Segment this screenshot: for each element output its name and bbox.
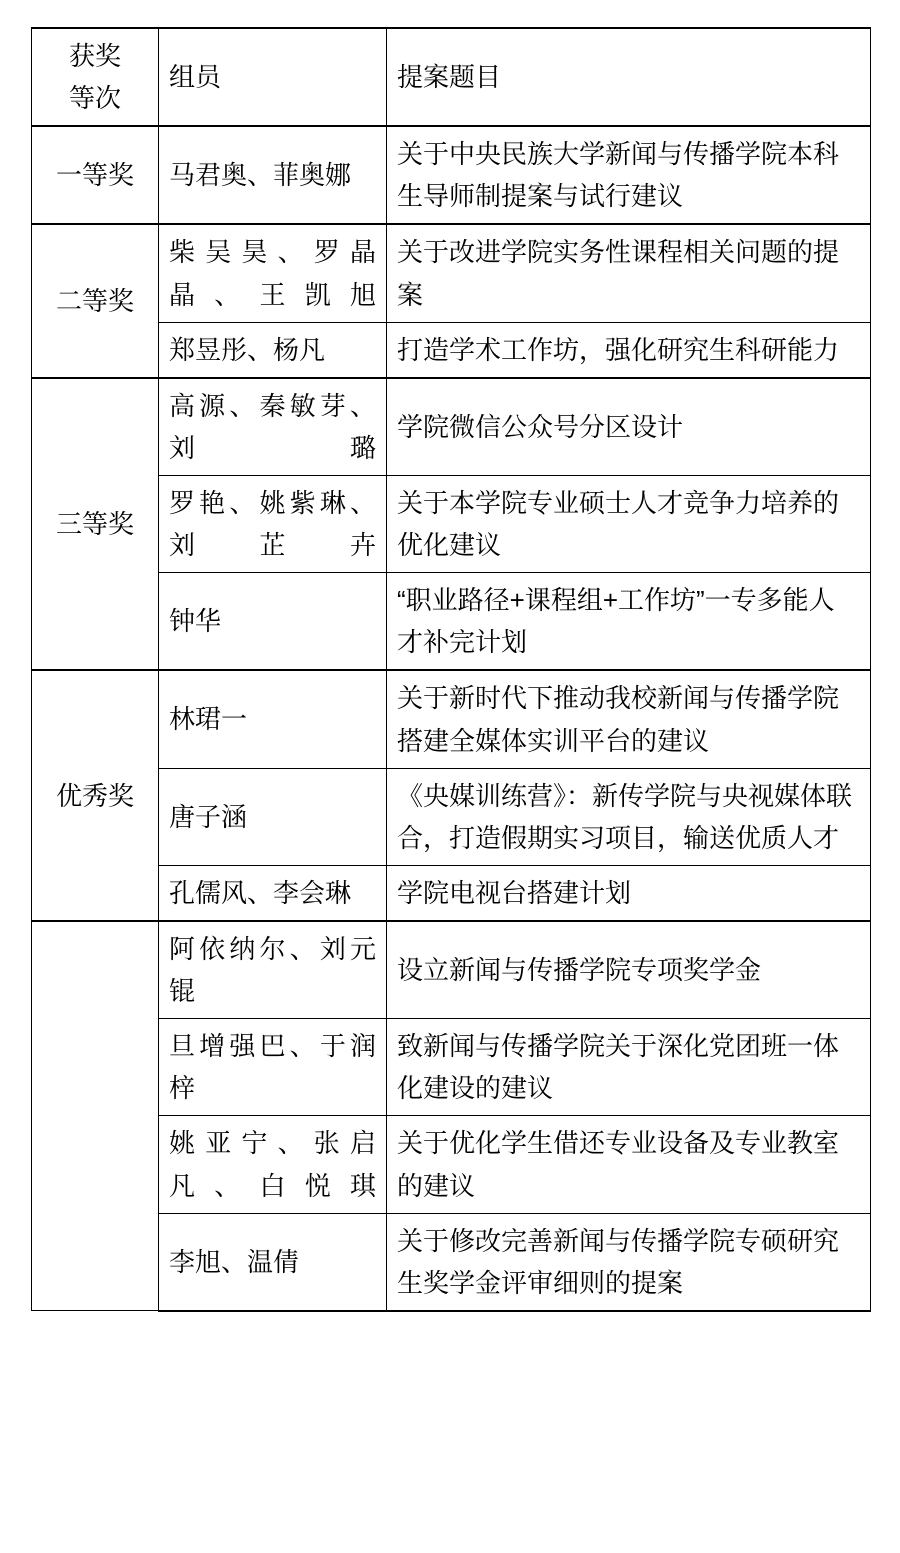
proposal-title-cell: 打造学术工作坊，强化研究生科研能力	[387, 322, 871, 378]
members-cell: 孔儒风、李会琳	[159, 865, 387, 921]
members-cell: 姚亚宁、张启凡、白悦琪	[159, 1116, 387, 1213]
members-cell: 李旭、温倩	[159, 1213, 387, 1311]
column-header-title: 提案题目	[387, 28, 871, 126]
members-cell: 阿依纳尔、刘元锟	[159, 921, 387, 1019]
members-cell: 马君奥、菲奥娜	[159, 126, 387, 224]
table-row	[32, 224, 871, 322]
table-row	[32, 921, 871, 1019]
header-row	[32, 28, 871, 126]
table-body	[32, 126, 871, 1311]
column-header-rank-line2: 等次	[68, 83, 121, 114]
rank-cell-first-prize: 一等奖	[32, 126, 159, 224]
members-cell: 唐子涵	[159, 768, 387, 865]
proposal-title-cell: 设立新闻与传播学院专项奖学金	[387, 921, 871, 1019]
table-row	[32, 126, 871, 224]
table-row	[32, 378, 871, 476]
members-cell: 柴吴昊、罗晶晶、王凯旭	[159, 224, 387, 322]
proposal-title-cell: 关于优化学生借还专业设备及专业教室的建议	[387, 1116, 871, 1213]
proposal-title-cell: 关于中央民族大学新闻与传播学院本科生导师制提案与试行建议	[387, 126, 871, 224]
members-cell: 钟华	[159, 573, 387, 671]
rank-cell-third-prize: 三等奖	[32, 378, 159, 671]
proposal-title-cell: 关于修改完善新闻与传播学院专硕研究生奖学金评审细则的提案	[387, 1213, 871, 1311]
rank-cell-continuation	[32, 921, 159, 1311]
members-cell: 高源、秦敏芽、刘璐	[159, 378, 387, 476]
award-results-table	[31, 27, 871, 1312]
members-cell: 郑昱彤、杨凡	[159, 322, 387, 378]
table-header	[32, 28, 871, 126]
members-cell: 旦增强巴、于润梓	[159, 1019, 387, 1116]
proposal-title-cell: 学院电视台搭建计划	[387, 865, 871, 921]
proposal-title-cell: 学院微信公众号分区设计	[387, 378, 871, 476]
column-header-rank	[32, 28, 159, 126]
table-row	[32, 670, 871, 768]
members-cell: 林珺一	[159, 670, 387, 768]
rank-cell-excellence-prize: 优秀奖	[32, 670, 159, 921]
column-header-members: 组员	[159, 28, 387, 126]
column-header-rank-line1: 获奖	[68, 41, 121, 71]
proposal-title-cell: 关于改进学院实务性课程相关问题的提案	[387, 224, 871, 322]
proposal-title-cell: 关于新时代下推动我校新闻与传播学院搭建全媒体实训平台的建议	[387, 670, 871, 768]
proposal-title-cell: 《央媒训练营》：新传学院与央视媒体联合，打造假期实习项目，输送优质人才	[387, 768, 871, 865]
proposal-title-cell: 关于本学院专业硕士人才竞争力培养的优化建议	[387, 475, 871, 572]
proposal-title-cell: 致新闻与传播学院关于深化党团班一体化建设的建议	[387, 1019, 871, 1116]
proposal-title-cell: “职业路径+课程组+工作坊”一专多能人才补完计划	[387, 573, 871, 671]
rank-cell-second-prize: 二等奖	[32, 224, 159, 377]
members-cell: 罗艳、姚紫琳、刘芷卉	[159, 475, 387, 572]
